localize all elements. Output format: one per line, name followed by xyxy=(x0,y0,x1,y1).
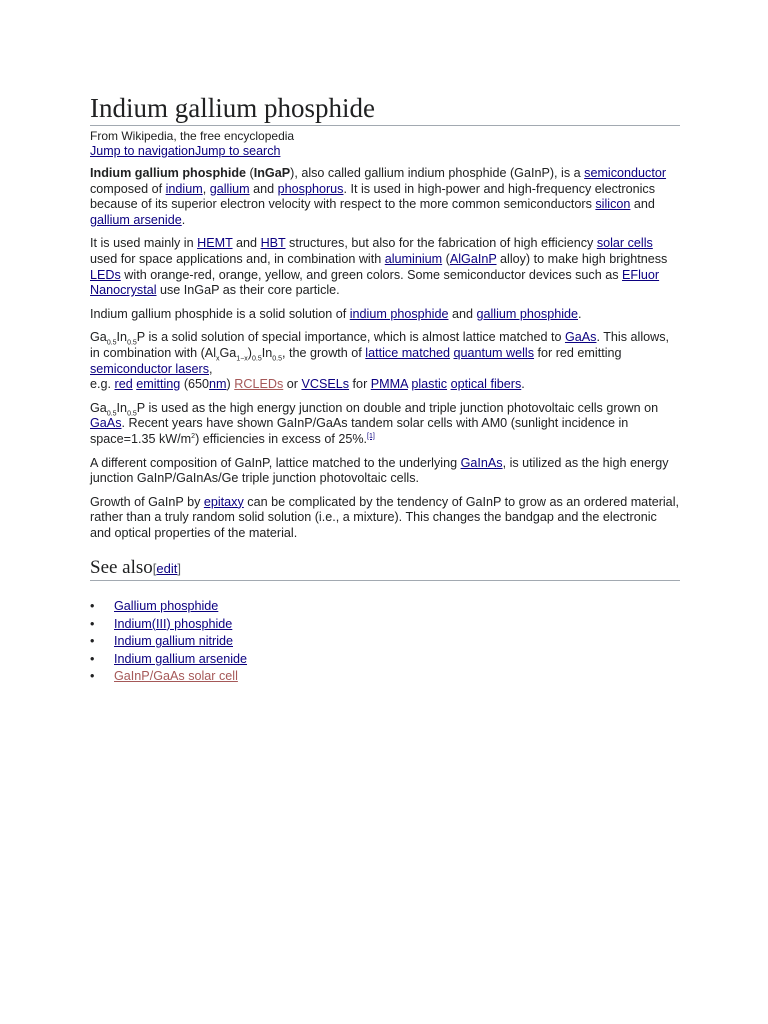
link-optical-fibers[interactable]: optical fibers xyxy=(450,377,522,392)
paragraph-3 xyxy=(90,307,680,323)
paragraph-7 xyxy=(90,495,680,542)
bracket: ] xyxy=(177,561,182,576)
text: or xyxy=(283,377,302,392)
text: is used as the high energy junction on double and triple junction photovoltaic cells grown on xyxy=(144,400,659,415)
text: and xyxy=(448,306,477,321)
list-item xyxy=(90,651,247,669)
text: ) xyxy=(247,345,252,360)
text: alloy) to make high brightness xyxy=(496,251,668,266)
subscript: 0.5 xyxy=(272,355,282,363)
text: Growth of GaInP by xyxy=(90,494,204,509)
text: . xyxy=(578,306,582,321)
text: It is used mainly in xyxy=(90,236,198,251)
link-phosphorus[interactable]: phosphorus xyxy=(277,181,344,196)
subscript: 0.5 xyxy=(106,339,117,347)
see-also-link[interactable]: Indium gallium nitride xyxy=(114,634,233,649)
text: , xyxy=(202,181,210,196)
link-emitting[interactable]: emitting xyxy=(136,377,181,392)
link-gallium-phosphide[interactable]: gallium phosphide xyxy=(476,306,579,321)
text: (650 xyxy=(180,377,210,392)
page-title: Indium gallium phosphide xyxy=(90,92,680,126)
subscript: 0.5 xyxy=(127,339,137,347)
subscript: 0.5 xyxy=(252,355,262,363)
text: for xyxy=(349,377,371,392)
see-also-heading xyxy=(90,557,680,581)
paragraph-4 xyxy=(90,330,680,392)
subscript: 0.5 xyxy=(106,410,117,418)
list-item xyxy=(90,633,247,651)
text: Ga xyxy=(90,330,107,345)
text: , xyxy=(209,361,213,376)
link-aluminium[interactable]: aluminium xyxy=(384,251,443,266)
text: with orange-red, orange, yellow, and green colors. Some semiconductor devices such as xyxy=(120,267,623,282)
jump-links xyxy=(90,143,280,159)
text: and xyxy=(630,197,655,212)
link-red[interactable]: red xyxy=(114,377,133,392)
link-pmma[interactable]: PMMA xyxy=(370,377,408,392)
link-solar-cells[interactable]: solar cells xyxy=(596,236,653,251)
text: . xyxy=(521,377,525,392)
text: P xyxy=(136,330,145,345)
see-also-link[interactable]: Gallium phosphide xyxy=(114,599,219,613)
link-epitaxy[interactable]: epitaxy xyxy=(203,494,244,509)
link-gallium-arsenide[interactable]: gallium arsenide xyxy=(90,212,182,227)
link-semiconductor[interactable]: semiconductor xyxy=(584,166,667,180)
paragraph-2 xyxy=(90,236,680,298)
edit-section-link[interactable]: edit xyxy=(156,561,178,576)
text: A different composition of GaInP, lattice matched to the underlying xyxy=(90,455,461,470)
link-plastic[interactable]: plastic xyxy=(411,377,448,392)
text: for red emitting xyxy=(534,345,622,360)
see-also-list xyxy=(90,598,247,686)
link-leds[interactable]: LEDs xyxy=(90,267,121,282)
text: . This allows, in combination with (Al xyxy=(90,330,670,360)
text: . Recent years have shown GaInP/GaAs tandem solar cells with AM0 (sunlight incidence in space=1.35 kW/m xyxy=(90,416,629,446)
link-gaas[interactable]: GaAs xyxy=(90,416,122,431)
link-semiconductor-lasers[interactable]: semiconductor lasers xyxy=(90,361,209,376)
text: Ga xyxy=(219,345,237,360)
text: used for space applications and, in combination with xyxy=(90,251,385,266)
text: and xyxy=(249,181,278,196)
text: use InGaP as their core particle. xyxy=(156,283,340,298)
link-indium-phosphide[interactable]: indium phosphide xyxy=(349,306,449,321)
link-indium[interactable]: indium xyxy=(165,181,203,196)
bullet-icon: • xyxy=(90,634,95,649)
edit-section xyxy=(153,561,181,576)
link-gaas[interactable]: GaAs xyxy=(564,330,597,345)
text: P xyxy=(136,400,145,415)
redlink-rcleds[interactable]: RCLEDs xyxy=(234,377,284,392)
section-title: See also xyxy=(90,557,153,578)
subscript: 0.5 xyxy=(127,410,137,418)
link-gallium[interactable]: gallium xyxy=(209,181,250,196)
bullet-icon: • xyxy=(90,616,95,631)
text: ) xyxy=(226,377,235,392)
bold-term: Indium gallium phosphide xyxy=(90,166,247,180)
link-vcsels[interactable]: VCSELs xyxy=(301,377,350,392)
article-body xyxy=(90,166,680,549)
superscript: 2 xyxy=(191,432,196,440)
bullet-icon: • xyxy=(90,651,95,666)
see-also-link[interactable]: Indium(III) phosphide xyxy=(114,616,233,631)
text: ( xyxy=(442,251,450,266)
text: Ga xyxy=(90,400,107,415)
bullet-icon: • xyxy=(90,669,95,684)
link-gainas[interactable]: GaInAs xyxy=(460,455,503,470)
text: e.g. xyxy=(90,377,115,392)
list-item xyxy=(90,598,247,616)
link-silicon[interactable]: silicon xyxy=(595,197,631,212)
list-item xyxy=(90,616,247,634)
see-also-link[interactable]: Indium gallium arsenide xyxy=(114,651,248,666)
link-efluor-nanocrystal[interactable]: EFluor Nanocrystal xyxy=(90,267,660,298)
text: can be complicated by the tendency of GaInP to grow as an ordered material, rather than a truly random solid solution (i.e., a mixture). This changes the bandgap and the electronic and optical properties of the material. xyxy=(90,494,679,540)
link-lattice-matched[interactable]: lattice matched xyxy=(365,345,450,360)
link-hemt[interactable]: HEMT xyxy=(197,236,233,251)
text: Indium gallium phosphide is a solid solution of xyxy=(90,306,350,321)
bold-abbrev: InGaP xyxy=(253,166,291,180)
text: and xyxy=(232,236,261,251)
paragraph-5 xyxy=(90,401,680,448)
text: structures, but also for the fabrication of high efficiency xyxy=(285,236,597,251)
text: . xyxy=(181,212,186,227)
text: In xyxy=(116,400,128,415)
text: composed of xyxy=(90,181,166,196)
site-tagline: From Wikipedia, the free encyclopedia xyxy=(90,129,295,143)
text: , the growth of xyxy=(281,345,366,360)
text: ), also called gallium indium phosphide (GaInP), is a xyxy=(290,166,585,180)
subscript: x xyxy=(216,355,220,363)
text: , is utilized as the high energy junction GaInP/GaInAs/Ge triple junction photovoltaic cells. xyxy=(90,455,669,486)
link-quantum-wells[interactable]: quantum wells xyxy=(453,345,535,360)
text: In xyxy=(261,345,273,360)
text: ( xyxy=(246,166,254,180)
paragraph-6 xyxy=(90,456,680,487)
bracket: [ xyxy=(152,561,157,576)
paragraph-1 xyxy=(90,166,680,228)
text: In xyxy=(116,330,128,345)
text: is a solid solution of special importance, which is almost lattice matched to xyxy=(144,330,565,345)
subscript: 1−x xyxy=(236,355,248,363)
text: . It is used in high-power and high-frequency electronics because of its superior electron velocity with respect to the more common semiconductors xyxy=(90,181,655,212)
bullet-icon: • xyxy=(90,599,95,613)
reference-link[interactable]: [1] xyxy=(367,432,375,440)
link-algainp[interactable]: AlGaInP xyxy=(449,251,497,266)
link-hbt[interactable]: HBT xyxy=(260,236,286,251)
jump-to-search-link[interactable]: Jump to search xyxy=(194,144,281,158)
list-item xyxy=(90,668,247,686)
text: ) efficiencies in excess of 25%. xyxy=(195,431,368,446)
jump-to-navigation-link[interactable]: Jump to navigation xyxy=(90,144,195,158)
see-also-redlink[interactable]: GaInP/GaAs solar cell xyxy=(114,669,238,684)
link-nm[interactable]: nm xyxy=(209,377,227,392)
